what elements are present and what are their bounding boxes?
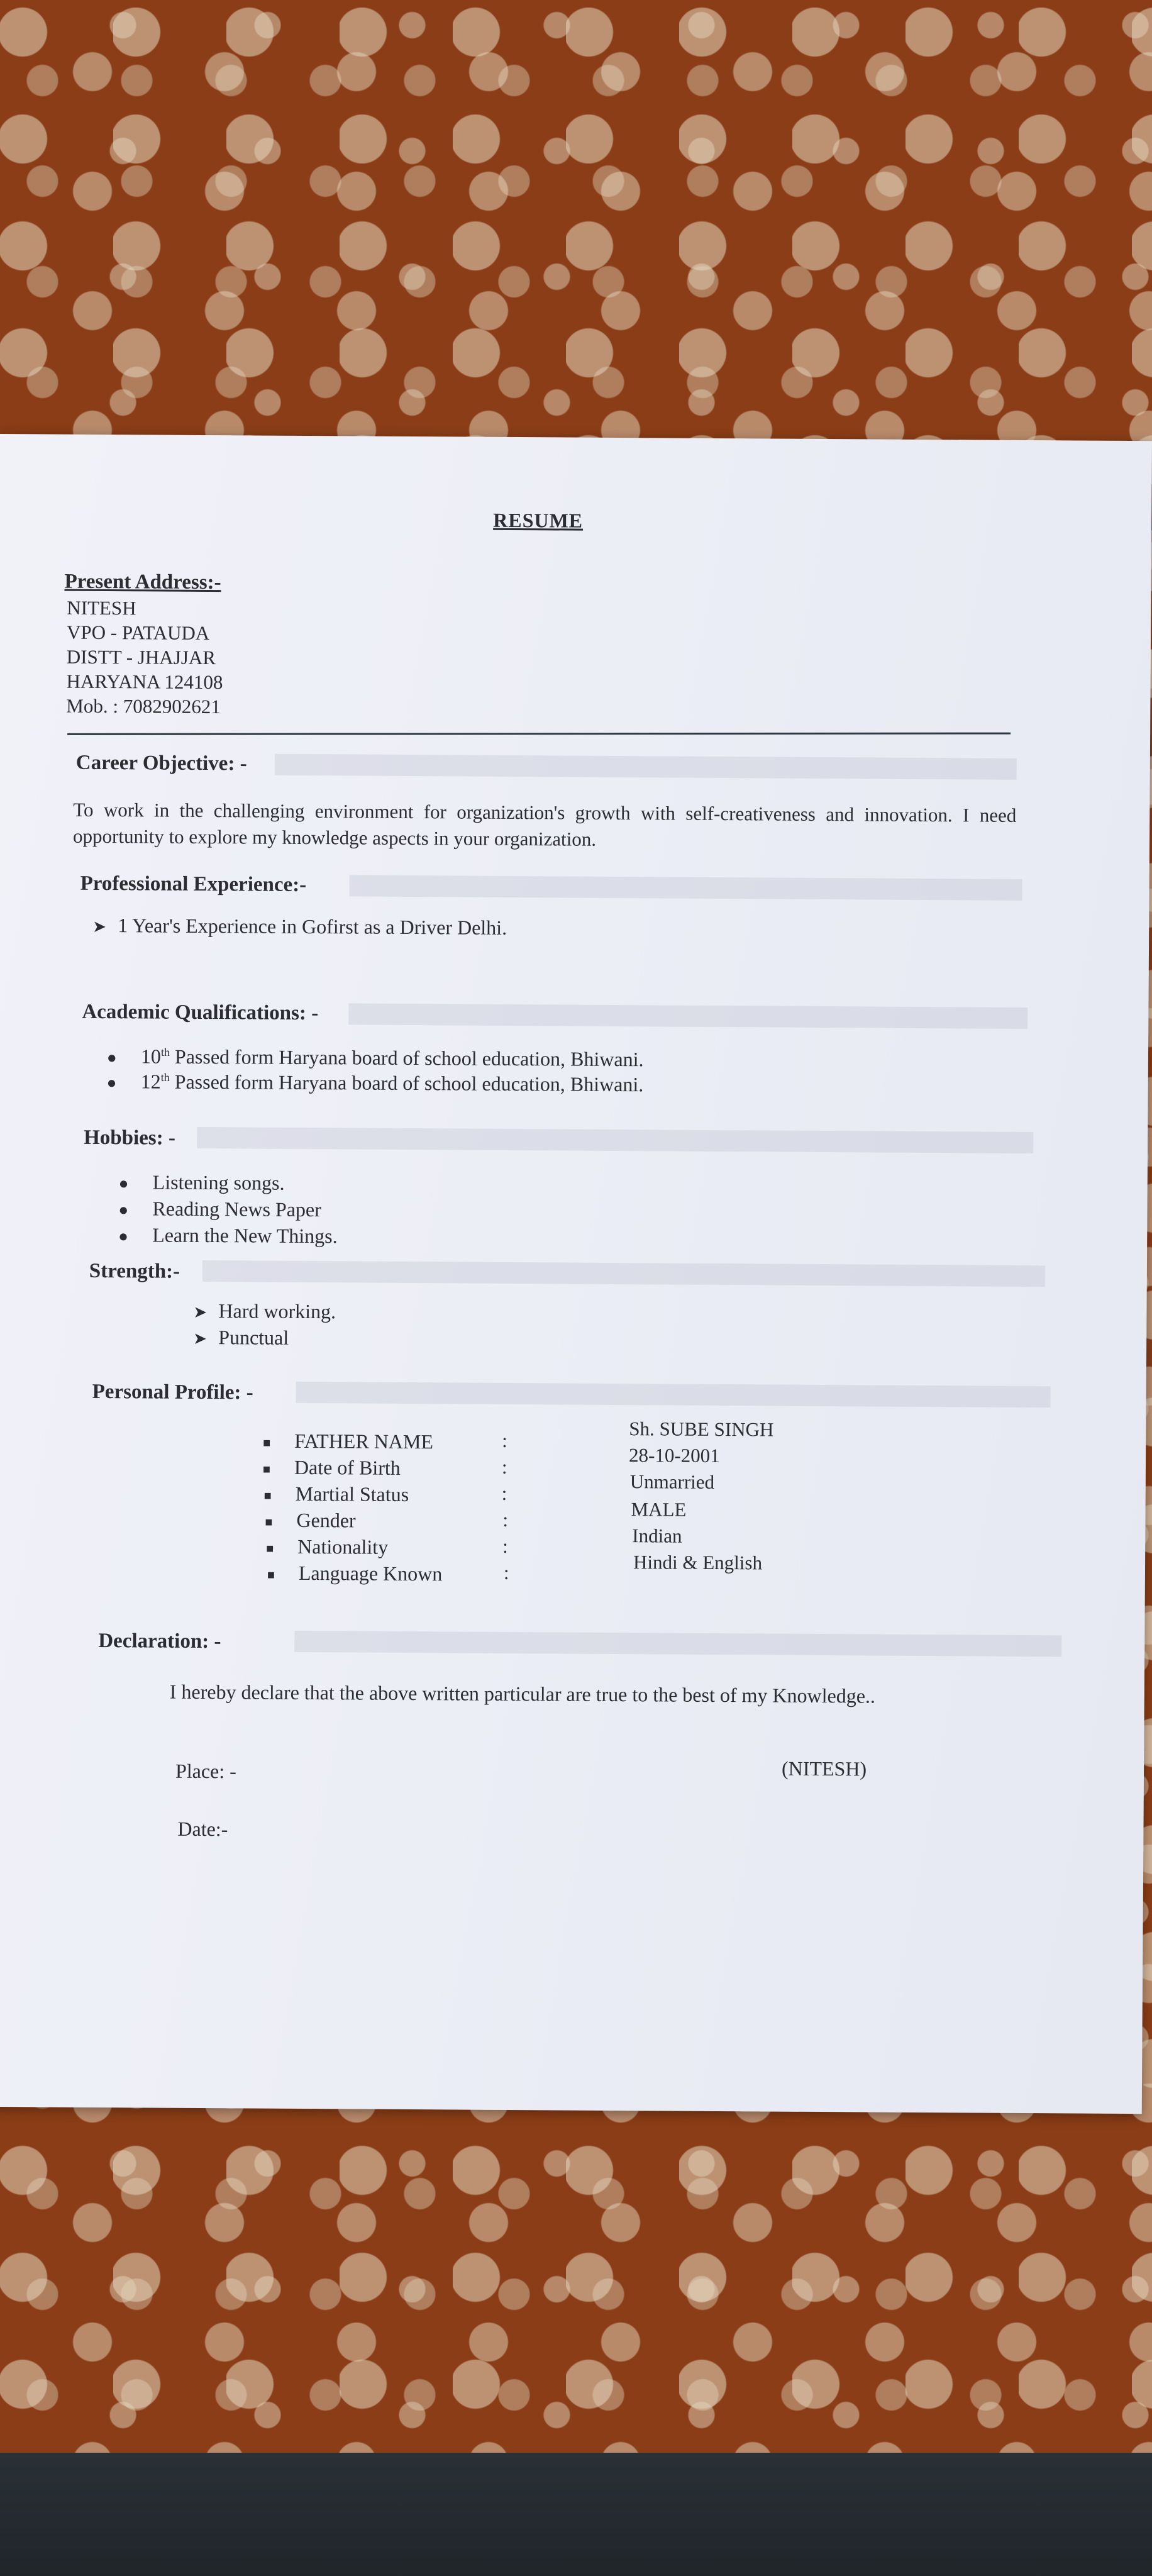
square-bullet-icon: ■ — [267, 1568, 275, 1582]
square-bullet-icon: ■ — [263, 1436, 271, 1450]
bullet-icon: ● — [118, 1201, 129, 1219]
declaration-heading: Declaration: - — [98, 1629, 221, 1653]
strength-heading: Strength:- — [89, 1259, 180, 1283]
career-objective-heading: Career Objective: - — [75, 751, 247, 775]
square-bullet-icon: ■ — [263, 1489, 272, 1503]
profile-row-value: Unmarried — [629, 1470, 715, 1493]
header-divider — [67, 733, 1011, 735]
address-name: NITESH — [67, 596, 136, 619]
bullet-icon: ● — [118, 1174, 129, 1193]
strength-item: ➤ Punctual — [193, 1324, 289, 1352]
address-mobile: Mob. : 7082902621 — [66, 694, 221, 718]
square-bullet-icon: ■ — [265, 1515, 273, 1530]
profile-row-label: ■ Martial Status — [264, 1481, 409, 1509]
background-fabric — [0, 2453, 1152, 2576]
declaration-text: I hereby declare that the above written particular are true to the best of my Knowledge.. — [169, 1680, 876, 1707]
section-shade — [275, 754, 1017, 780]
section-shade — [202, 1260, 1045, 1287]
hobby-item: ● Listening songs. — [119, 1169, 285, 1197]
experience-item: ➤ 1 Year's Experience in Gofirst as a Driver Delhi. — [92, 914, 507, 939]
profile-row-value: Indian — [632, 1524, 682, 1547]
profile-separator: : — [502, 1535, 508, 1557]
bullet-icon: ● — [118, 1227, 129, 1246]
address-vpo: VPO - PATAUDA — [66, 621, 210, 645]
bullet-icon: ● — [106, 1048, 117, 1067]
hobby-item: ● Reading News Paper — [118, 1196, 321, 1224]
profile-separator: : — [503, 1561, 509, 1584]
arrow-bullet-icon: ➤ — [193, 1329, 208, 1348]
signature-name: (NITESH) — [781, 1757, 867, 1780]
profile-row-label: ■ Date of Birth — [263, 1455, 401, 1483]
document-title: RESUME — [493, 508, 584, 532]
strength-item: ➤ Hard working. — [193, 1298, 336, 1326]
address-district: DISTT - JHAJJAR — [66, 645, 216, 669]
hobby-item: ● Learn the New Things. — [118, 1222, 338, 1250]
profile-row-label: ■ FATHER NAME — [263, 1428, 433, 1457]
profile-row-value: Sh. SUBE SINGH — [629, 1418, 774, 1441]
profile-separator: : — [502, 1429, 507, 1452]
place-label: Place: - — [175, 1759, 236, 1783]
profile-separator: : — [501, 1455, 507, 1478]
date-label: Date:- — [177, 1817, 228, 1841]
section-shade — [296, 1382, 1051, 1407]
personal-profile-heading: Personal Profile: - — [92, 1380, 253, 1404]
section-shade — [348, 1003, 1027, 1029]
address-heading: Present Address:- — [64, 570, 221, 594]
profile-row-label: ■ Gender — [265, 1507, 355, 1536]
hobbies-heading: Hobbies: - — [84, 1126, 176, 1150]
resume-paper — [0, 434, 1152, 2114]
address-state: HARYANA 124108 — [66, 670, 223, 694]
academic-heading: Academic Qualifications: - — [82, 1000, 319, 1025]
section-shade — [350, 875, 1022, 901]
bullet-icon: ● — [106, 1074, 117, 1092]
profile-row-label: ■ Nationality — [266, 1534, 388, 1562]
arrow-bullet-icon: ➤ — [193, 1302, 208, 1322]
academic-item: ● 12th Passed form Haryana board of school education, Bhiwani. — [106, 1070, 644, 1096]
section-shade — [197, 1127, 1033, 1153]
square-bullet-icon: ■ — [262, 1462, 271, 1477]
profile-separator: : — [501, 1482, 507, 1504]
profile-row-value: MALE — [631, 1498, 687, 1521]
profile-row-value: Hindi & English — [633, 1551, 763, 1574]
profile-row-value: 28-10-2001 — [628, 1444, 720, 1467]
section-shade — [294, 1631, 1061, 1657]
arrow-bullet-icon: ➤ — [92, 917, 107, 936]
profile-separator: : — [502, 1508, 509, 1531]
professional-experience-heading: Professional Experience:- — [80, 872, 307, 896]
academic-item: ● 10th Passed form Haryana board of school education, Bhiwani. — [106, 1045, 644, 1071]
career-objective-text: To work in the challenging environment for organization's growth with self-creativeness and innovation. I need opportunity to explore my knowledge aspects in your organization. — [72, 798, 1017, 850]
square-bullet-icon: ■ — [266, 1541, 274, 1556]
profile-row-label: ■ Language Known — [267, 1560, 443, 1589]
